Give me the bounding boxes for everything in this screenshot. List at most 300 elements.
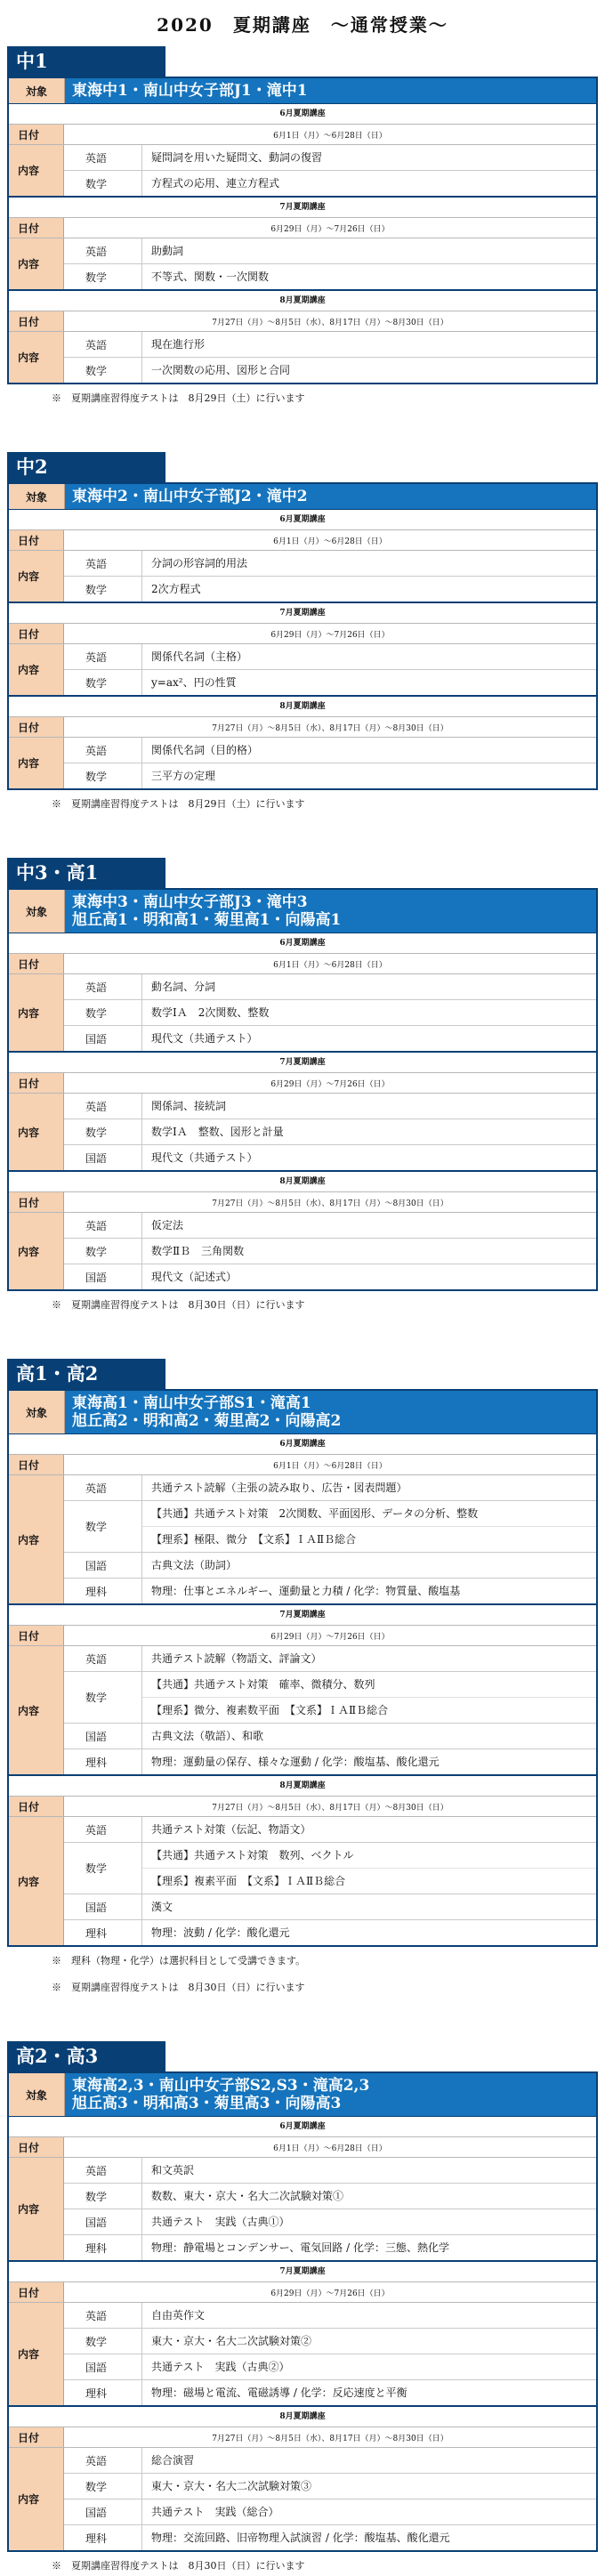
content-label: 内容 bbox=[9, 974, 64, 1051]
date-row bbox=[9, 2137, 596, 2158]
subject-rows bbox=[64, 1094, 596, 1170]
topic-line: 物理：磁場と電流、電磁誘導 / 化学：反応速度と平衡 bbox=[151, 2386, 407, 2399]
topic-line: 現代文（共通テスト） bbox=[151, 1151, 258, 1164]
date-row bbox=[9, 218, 596, 238]
subject-name: 英語 bbox=[64, 2303, 142, 2328]
subject-row bbox=[64, 1749, 596, 1774]
period-title: 8月夏期講座 bbox=[9, 697, 596, 717]
subject-name: 数学 bbox=[64, 670, 142, 695]
target-row bbox=[9, 890, 596, 933]
subject-topics bbox=[142, 1553, 596, 1578]
subject-rows bbox=[64, 1475, 596, 1603]
subject-topics bbox=[142, 1145, 596, 1170]
subject-row bbox=[64, 1213, 596, 1239]
subject-topics bbox=[142, 171, 596, 196]
course-section bbox=[0, 46, 605, 452]
date-row bbox=[9, 2282, 596, 2303]
subject-row bbox=[64, 2184, 596, 2209]
subject-row bbox=[64, 2303, 596, 2329]
topic-line: 共通テスト対策（伝記、物語文） bbox=[151, 1823, 311, 1836]
subject-topics bbox=[142, 2474, 596, 2499]
subject-rows bbox=[64, 2448, 596, 2550]
section-note: ※ 夏期講座習得度テストは 8月30日（日）に行います bbox=[52, 1982, 305, 1993]
subject-topics bbox=[142, 1920, 596, 1945]
content-label: 内容 bbox=[9, 551, 64, 602]
content-block bbox=[9, 2158, 596, 2262]
section-title: 中2 bbox=[7, 452, 165, 482]
period-title: 6月夏期講座 bbox=[9, 933, 596, 954]
topic-line: 数学ⅠＡ 2次関数、整数 bbox=[151, 1006, 270, 1019]
period-title: 7月夏期講座 bbox=[9, 1605, 596, 1626]
date-range: 7月27日（月）～8月5日（水）、8月17日（月）～8月30日（日） bbox=[212, 1803, 448, 1813]
subject-name: 数学 bbox=[64, 1119, 142, 1144]
subject-rows bbox=[64, 551, 596, 602]
subject-row bbox=[64, 1894, 596, 1920]
subject-name: 数学 bbox=[64, 1843, 142, 1894]
topic-line: 物理：静電場とコンデンサー、電気回路 / 化学：三態、熱化学 bbox=[151, 2241, 449, 2254]
subject-topics bbox=[142, 1094, 596, 1118]
date-row bbox=[9, 1073, 596, 1094]
subject-topics bbox=[142, 551, 596, 576]
target-schools bbox=[65, 484, 596, 509]
period-title: 6月夏期講座 bbox=[9, 2117, 596, 2137]
course-section bbox=[0, 452, 605, 858]
content-block bbox=[9, 2303, 596, 2407]
topic-line: 一次関数の応用、図形と合同 bbox=[151, 364, 291, 376]
target-schools bbox=[65, 78, 596, 103]
subject-name: 数学 bbox=[64, 2329, 142, 2354]
subject-name: 理科 bbox=[64, 2235, 142, 2260]
topic-line: 動名詞、分詞 bbox=[151, 981, 216, 993]
topic-line: 物理：仕事とエネルギー、運動量と力積 / 化学：物質量、酸塩基 bbox=[151, 1585, 461, 1597]
date-row bbox=[9, 1455, 596, 1475]
subject-topics bbox=[142, 2303, 596, 2328]
subject-topics bbox=[142, 1749, 596, 1774]
subject-topics bbox=[142, 1264, 596, 1289]
target-label: 対象 bbox=[9, 2073, 65, 2116]
date-range: 6月29日（月）～7月26日（日） bbox=[270, 630, 390, 640]
subject-topics bbox=[142, 1000, 596, 1025]
course-section bbox=[0, 1359, 605, 2041]
date-range: 6月29日（月）～7月26日（日） bbox=[270, 224, 390, 234]
subject-topics bbox=[142, 2499, 596, 2524]
subject-topics bbox=[142, 2354, 596, 2379]
subject-name: 理科 bbox=[64, 1749, 142, 1774]
subject-topics bbox=[142, 332, 596, 357]
date-row bbox=[9, 624, 596, 644]
date-range: 7月27日（月）～8月5日（水）、8月17日（月）～8月30日（日） bbox=[212, 2434, 448, 2443]
date-row bbox=[9, 311, 596, 332]
content-block bbox=[9, 1817, 596, 1945]
topic-line: 関係代名詞（主格） bbox=[151, 650, 248, 663]
period-title: 7月夏期講座 bbox=[9, 198, 596, 218]
topic-line: 助動詞 bbox=[151, 245, 184, 257]
subject-topics bbox=[142, 2448, 596, 2473]
subject-topics bbox=[142, 264, 596, 289]
topic-line: 2次方程式 bbox=[151, 583, 201, 595]
topic-line: 関係詞、接続詞 bbox=[151, 1100, 227, 1112]
subject-topics bbox=[142, 644, 596, 669]
date-range: 6月1日（月）～6月28日（日） bbox=[273, 131, 387, 141]
subject-row bbox=[64, 238, 596, 264]
subject-name: 数学 bbox=[64, 1239, 142, 1264]
content-label: 内容 bbox=[9, 1213, 64, 1289]
subject-topics bbox=[142, 1213, 596, 1238]
date-row bbox=[9, 1797, 596, 1817]
subject-name: 数学 bbox=[64, 358, 142, 383]
subject-topics bbox=[142, 145, 596, 170]
section-note: ※ 夏期講座習得度テストは 8月29日（土）に行います bbox=[52, 798, 305, 810]
section-table bbox=[7, 1389, 598, 1947]
topic-line: 物理：運動量の保存、様々な運動 / 化学：酸塩基、酸化還元 bbox=[151, 1756, 440, 1768]
content-block bbox=[9, 974, 596, 1053]
topic-line: 共通テスト 実践（古典①） bbox=[151, 2216, 290, 2228]
date-label: 日付 bbox=[9, 530, 64, 550]
subject-topics bbox=[142, 1579, 596, 1603]
subject-row bbox=[64, 358, 596, 383]
date-row bbox=[9, 954, 596, 974]
date-row bbox=[9, 2427, 596, 2448]
topic-line: 共通テスト読解（主張の読み取り、広告・図表問題） bbox=[151, 1482, 407, 1494]
subject-row bbox=[64, 145, 596, 171]
date-label: 日付 bbox=[9, 624, 64, 643]
content-label: 内容 bbox=[9, 2448, 64, 2550]
topic-line: 数学ⅡＢ 三角関数 bbox=[151, 1245, 245, 1257]
subject-name: 国語 bbox=[64, 1724, 142, 1748]
content-block bbox=[9, 551, 596, 603]
content-label: 内容 bbox=[9, 2158, 64, 2260]
content-label: 内容 bbox=[9, 1646, 64, 1774]
date-range: 7月27日（月）～8月5日（水）、8月17日（月）～8月30日（日） bbox=[212, 1199, 448, 1208]
topic-line: 不等式、関数・一次関数 bbox=[151, 271, 270, 283]
schedule-sections bbox=[0, 46, 605, 2573]
date-range: 6月29日（月）～7月26日（日） bbox=[270, 1632, 390, 1642]
subject-name: 英語 bbox=[64, 1213, 142, 1238]
subject-name: 数学 bbox=[64, 1672, 142, 1723]
section-note: ※ 夏期講座習得度テストは 8月30日（日）に行います bbox=[52, 1299, 305, 1311]
subject-rows bbox=[64, 1817, 596, 1945]
topic-line: 方程式の応用、連立方程式 bbox=[151, 177, 280, 190]
subject-topics bbox=[142, 738, 596, 763]
subject-row bbox=[64, 2235, 596, 2260]
subject-topics bbox=[142, 1894, 596, 1919]
date-label: 日付 bbox=[9, 2282, 64, 2302]
target-label: 対象 bbox=[9, 484, 65, 509]
subject-row bbox=[64, 2525, 596, 2550]
section-table bbox=[7, 77, 598, 384]
date-range: 6月1日（月）～6月28日（日） bbox=[273, 960, 387, 970]
subject-name: 英語 bbox=[64, 644, 142, 669]
section-table bbox=[7, 2071, 598, 2552]
subject-name: 英語 bbox=[64, 551, 142, 576]
content-label: 内容 bbox=[9, 2303, 64, 2405]
subject-rows bbox=[64, 238, 596, 289]
section-gap bbox=[0, 812, 605, 858]
subject-topics bbox=[142, 1817, 596, 1842]
date-label: 日付 bbox=[9, 1455, 64, 1474]
date-range: 6月29日（月）～7月26日（日） bbox=[270, 1079, 390, 1089]
subject-name: 数学 bbox=[64, 264, 142, 289]
content-block bbox=[9, 1094, 596, 1172]
subject-name: 国語 bbox=[64, 2499, 142, 2524]
content-label: 内容 bbox=[9, 238, 64, 289]
subject-row bbox=[64, 1239, 596, 1264]
subject-rows bbox=[64, 1213, 596, 1289]
subject-name: 理科 bbox=[64, 1920, 142, 1945]
date-label: 日付 bbox=[9, 1192, 64, 1212]
subject-topics bbox=[142, 2380, 596, 2405]
date-row bbox=[9, 1626, 596, 1646]
topic-line: 分詞の形容詞的用法 bbox=[151, 557, 248, 569]
period-title: 8月夏期講座 bbox=[9, 291, 596, 311]
subject-name: 数学 bbox=[64, 577, 142, 602]
period-title: 7月夏期講座 bbox=[9, 1053, 596, 1073]
subject-name: 英語 bbox=[64, 2158, 142, 2183]
content-block bbox=[9, 1475, 596, 1605]
subject-row bbox=[64, 1264, 596, 1289]
content-label: 内容 bbox=[9, 1817, 64, 1945]
subject-rows bbox=[64, 332, 596, 383]
subject-row bbox=[64, 1672, 596, 1724]
section-title: 高1・高2 bbox=[7, 1359, 165, 1389]
date-row bbox=[9, 1192, 596, 1213]
topic-line: 【理系】微分、複素数平面 【文系】ＩＡⅡＢ総合 bbox=[151, 1704, 389, 1716]
subject-name: 英語 bbox=[64, 1094, 142, 1118]
subject-rows bbox=[64, 2303, 596, 2405]
subject-name: 数学 bbox=[64, 2474, 142, 2499]
subject-topics bbox=[142, 577, 596, 602]
target-label: 対象 bbox=[9, 78, 65, 103]
target-school-line: 東海高2,3・南山中女子部S2,S3・滝高2,3 bbox=[72, 2077, 370, 2095]
topic-line: y=ax²、円の性質 bbox=[151, 676, 237, 689]
date-label: 日付 bbox=[9, 2137, 64, 2157]
topic-line: 自由英作文 bbox=[151, 2309, 206, 2322]
content-label: 内容 bbox=[9, 1094, 64, 1170]
topic-line: 三平方の定理 bbox=[151, 770, 216, 782]
section-gap bbox=[0, 406, 605, 452]
subject-name: 英語 bbox=[64, 1646, 142, 1671]
content-block bbox=[9, 644, 596, 697]
subject-row bbox=[64, 1000, 596, 1026]
date-label: 日付 bbox=[9, 125, 64, 144]
topic-line: 東大・京大・名大二次試験対策② bbox=[151, 2335, 312, 2347]
subject-name: 英語 bbox=[64, 1475, 142, 1500]
date-row bbox=[9, 125, 596, 145]
course-section bbox=[0, 858, 605, 1359]
content-label: 内容 bbox=[9, 145, 64, 196]
subject-name: 国語 bbox=[64, 1264, 142, 1289]
subject-topics bbox=[142, 1843, 596, 1894]
period-title: 8月夏期講座 bbox=[9, 1172, 596, 1192]
subject-row bbox=[64, 644, 596, 670]
topic-line: 【理系】複素平面 【文系】ＩＡⅡＢ総合 bbox=[151, 1875, 346, 1887]
subject-name: 数学 bbox=[64, 171, 142, 196]
subject-row bbox=[64, 1579, 596, 1603]
section-title: 中1 bbox=[7, 46, 165, 77]
date-range: 7月27日（月）～8月5日（水）、8月17日（月）～8月30日（日） bbox=[212, 723, 448, 733]
page-title: 2020 夏期講座 ～通常授業～ bbox=[157, 13, 448, 36]
subject-name: 数学 bbox=[64, 763, 142, 788]
date-label: 日付 bbox=[9, 717, 64, 737]
target-school-line: 東海中2・南山中女子部J2・滝中2 bbox=[72, 488, 308, 505]
date-range: 6月1日（月）～6月28日（日） bbox=[273, 1461, 387, 1471]
subject-row bbox=[64, 2380, 596, 2405]
topic-line: 【理系】極限、微分 【文系】ＩＡⅡＢ総合 bbox=[151, 1533, 357, 1546]
target-label: 対象 bbox=[9, 890, 65, 933]
subject-row bbox=[64, 738, 596, 763]
date-label: 日付 bbox=[9, 2427, 64, 2447]
date-label: 日付 bbox=[9, 311, 64, 331]
subject-name: 国語 bbox=[64, 1145, 142, 1170]
subject-name: 数学 bbox=[64, 1000, 142, 1025]
target-school-line: 旭丘高3・明和高3・菊里高3・向陽高3 bbox=[72, 2095, 342, 2112]
date-range: 7月27日（月）～8月5日（水）、8月17日（月）～8月30日（日） bbox=[212, 318, 448, 327]
section-gap bbox=[0, 1995, 605, 2041]
subject-topics bbox=[142, 2209, 596, 2234]
date-range: 6月1日（月）～6月28日（日） bbox=[273, 2144, 387, 2153]
section-note: ※ 夏期講座習得度テストは 8月29日（土）に行います bbox=[52, 392, 305, 404]
topic-line: 【共通】共通テスト対策 2次関数、平面図形、データの分析、整数 bbox=[142, 1501, 596, 1527]
subject-row bbox=[64, 763, 596, 788]
date-label: 日付 bbox=[9, 1797, 64, 1816]
subject-row bbox=[64, 1145, 596, 1170]
subject-name: 国語 bbox=[64, 1026, 142, 1051]
topic-line: 現代文（記述式） bbox=[151, 1271, 238, 1283]
section-gap bbox=[0, 1312, 605, 1359]
target-school-line: 旭丘高1・明和高1・菊里高1・向陽高1 bbox=[72, 911, 342, 929]
subject-topics bbox=[142, 2158, 596, 2183]
content-block bbox=[9, 2448, 596, 2550]
target-label: 対象 bbox=[9, 1391, 65, 1433]
subject-rows bbox=[64, 644, 596, 695]
subject-topics bbox=[142, 2329, 596, 2354]
content-block bbox=[9, 332, 596, 383]
topic-line: 古典文法（敬語）、和歌 bbox=[151, 1730, 264, 1742]
subject-row bbox=[64, 1501, 596, 1553]
subject-row bbox=[64, 1724, 596, 1749]
subject-row bbox=[64, 2158, 596, 2184]
subject-name: 英語 bbox=[64, 974, 142, 999]
period-title: 6月夏期講座 bbox=[9, 1434, 596, 1455]
subject-row bbox=[64, 551, 596, 577]
topic-line: 現在進行形 bbox=[151, 338, 206, 351]
subject-topics bbox=[142, 1724, 596, 1748]
period-title: 6月夏期講座 bbox=[9, 510, 596, 530]
section-note: ※ 理科（物理・化学）は選択科目として受講できます。 bbox=[52, 1955, 306, 1966]
target-row bbox=[9, 1391, 596, 1434]
subject-name: 英語 bbox=[64, 738, 142, 763]
subject-name: 数学 bbox=[64, 2184, 142, 2209]
topic-line: 関係代名詞（目的格） bbox=[151, 744, 259, 756]
subject-rows bbox=[64, 145, 596, 196]
topic-line: 共通テスト読解（物語文、評論文） bbox=[151, 1652, 322, 1665]
subject-row bbox=[64, 577, 596, 602]
topic-line: 疑問詞を用いた疑問文、動詞の復習 bbox=[151, 151, 323, 164]
subject-row bbox=[64, 264, 596, 289]
topic-line: 【共通】共通テスト対策 確率、微積分、数列 bbox=[142, 1672, 596, 1698]
target-schools bbox=[65, 1391, 596, 1433]
topic-line: 数学ⅠＡ 整数、図形と計量 bbox=[151, 1126, 284, 1138]
date-range: 6月1日（月）～6月28日（日） bbox=[273, 537, 387, 546]
date-label: 日付 bbox=[9, 218, 64, 238]
topic-line: 【共通】共通テスト対策 数列、ベクトル bbox=[142, 1843, 596, 1869]
content-label: 内容 bbox=[9, 738, 64, 788]
subject-row bbox=[64, 670, 596, 695]
topic-line: 古典文法（助詞） bbox=[151, 1559, 238, 1571]
date-label: 日付 bbox=[9, 1626, 64, 1645]
subject-row bbox=[64, 1920, 596, 1945]
content-block bbox=[9, 738, 596, 788]
subject-row bbox=[64, 1119, 596, 1145]
subject-name: 英語 bbox=[64, 1817, 142, 1842]
target-school-line: 東海中1・南山中女子部J1・滝中1 bbox=[72, 82, 308, 100]
subject-name: 国語 bbox=[64, 2354, 142, 2379]
subject-topics bbox=[142, 2235, 596, 2260]
subject-rows bbox=[64, 738, 596, 788]
subject-name: 理科 bbox=[64, 2380, 142, 2405]
subject-row bbox=[64, 2329, 596, 2354]
subject-row bbox=[64, 171, 596, 196]
subject-name: 理科 bbox=[64, 2525, 142, 2550]
subject-name: 英語 bbox=[64, 2448, 142, 2473]
section-title: 高2・高3 bbox=[7, 2041, 165, 2071]
section-table bbox=[7, 482, 598, 790]
target-row bbox=[9, 484, 596, 510]
subject-row bbox=[64, 1094, 596, 1119]
date-row bbox=[9, 530, 596, 551]
content-block bbox=[9, 1213, 596, 1289]
subject-name: 英語 bbox=[64, 145, 142, 170]
topic-line: 仮定法 bbox=[151, 1219, 184, 1231]
topic-line: 東大・京大・名大二次試験対策③ bbox=[151, 2480, 312, 2492]
subject-topics bbox=[142, 2525, 596, 2550]
subject-row bbox=[64, 1817, 596, 1843]
subject-row bbox=[64, 2354, 596, 2380]
subject-row bbox=[64, 974, 596, 1000]
content-label: 内容 bbox=[9, 1475, 64, 1603]
content-block bbox=[9, 145, 596, 198]
subject-row bbox=[64, 1646, 596, 1672]
target-school-line: 東海高1・南山中女子部S1・滝高1 bbox=[72, 1394, 311, 1412]
topic-line: 共通テスト 実践（総合） bbox=[151, 2506, 279, 2518]
target-schools bbox=[65, 890, 596, 933]
period-title: 8月夏期講座 bbox=[9, 1776, 596, 1797]
topic-line: 数数、東大・京大・名大二次試験対策① bbox=[151, 2190, 344, 2202]
subject-name: 英語 bbox=[64, 332, 142, 357]
subject-rows bbox=[64, 2158, 596, 2260]
section-table bbox=[7, 888, 598, 1291]
section-note: ※ 夏期講座習得度テストは 8月30日（日）に行います bbox=[52, 2560, 305, 2572]
subject-rows bbox=[64, 1646, 596, 1774]
subject-row bbox=[64, 1553, 596, 1579]
subject-topics bbox=[142, 358, 596, 383]
topic-line: 和文英訳 bbox=[151, 2164, 195, 2176]
subject-row bbox=[64, 2209, 596, 2235]
topic-line: 共通テスト 実践（古典②） bbox=[151, 2361, 290, 2373]
topic-line: 物理：波動 / 化学：酸化還元 bbox=[151, 1926, 290, 1939]
topic-line: 現代文（共通テスト） bbox=[151, 1032, 258, 1045]
date-row bbox=[9, 717, 596, 738]
date-range: 6月29日（月）～7月26日（日） bbox=[270, 2289, 390, 2298]
subject-row bbox=[64, 2499, 596, 2525]
subject-topics bbox=[142, 670, 596, 695]
subject-rows bbox=[64, 974, 596, 1051]
subject-name: 国語 bbox=[64, 2209, 142, 2234]
topic-line: 物理：交流回路、旧帝物理入試演習 / 化学：酸塩基、酸化還元 bbox=[151, 2532, 450, 2544]
subject-name: 理科 bbox=[64, 1579, 142, 1603]
content-label: 内容 bbox=[9, 644, 64, 695]
subject-row bbox=[64, 2474, 596, 2499]
